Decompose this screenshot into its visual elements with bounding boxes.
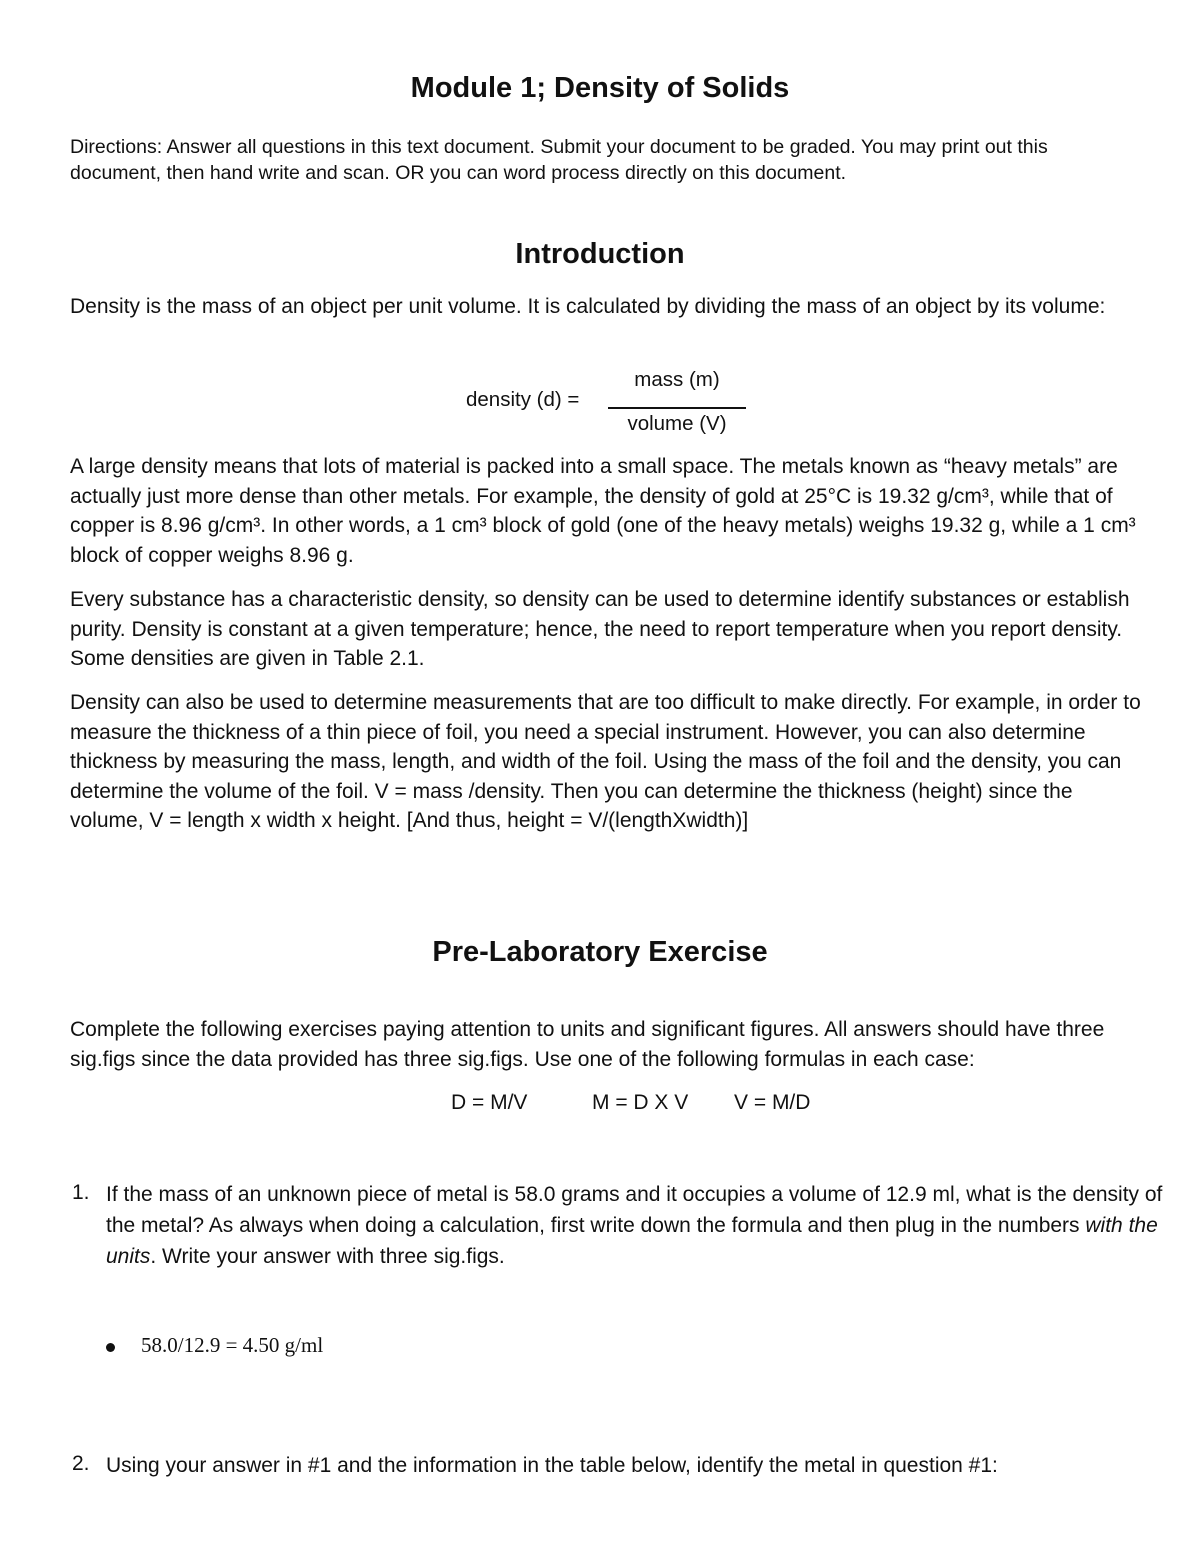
formula-volume: V = M/D bbox=[734, 1091, 811, 1114]
intro-paragraph-measurements: Density can also be used to determine measurements that are too difficult to make directly. For example, in order to measure the thickness of a thin piece of foil, you need a special instrument. However, you can also determine thickness by measuring the mass, length, and width of the foil. Using the mass of the foil and the density, you can determine the volume of the foil. V = mass /density. Then you can determine the thickness (height) since the volume, V = length x width x height. [And thus, height = V/(lengthXwidth)] bbox=[70, 691, 1141, 832]
density-formula-denominator: volume (V) bbox=[627, 412, 727, 435]
directions-text: Directions: Answer all questions in this text document. Submit your document to be graded. You may print out this document, then hand write and scan. OR you can word process directly on this document. bbox=[70, 136, 1048, 184]
prelab-instructions: Complete the following exercises paying attention to units and significant figures. All answers should have three sig.figs since the data provided has three sig.figs. Use one of the following formulas in each case: bbox=[70, 1018, 1105, 1071]
formula-density: D = M/V bbox=[451, 1091, 528, 1114]
density-formula-numerator: mass (m) bbox=[634, 368, 720, 391]
introduction-lead: Density is the mass of an object per unit volume. It is calculated by dividing the mass of an object by its volume: bbox=[70, 295, 1106, 318]
formula-mass: M = D X V bbox=[592, 1091, 689, 1114]
question-1-answer: 58.0/12.9 = 4.50 g/ml bbox=[141, 1333, 324, 1357]
question-2-number: 2. bbox=[72, 1452, 90, 1475]
question-2-text: Using your answer in #1 and the information in the table below, identify the metal in question #1: bbox=[106, 1454, 998, 1477]
answer-bullet bbox=[106, 1343, 115, 1352]
intro-paragraph-heavy-metals: A large density means that lots of material is packed into a small space. The metals known as “heavy metals” are actually just more dense than other metals. For example, the density of gold at 25°C is 19.32 g/cm³, while that of copper is 8.96 g/cm³. In other words, a 1 cm³ block of gold (one of the heavy metals) weighs 19.32 g, while a 1 cm³ block of copper weighs 8.96 g. bbox=[70, 455, 1136, 567]
fraction-bar bbox=[608, 407, 746, 409]
question-1-emphasis: with the units bbox=[106, 1214, 1158, 1268]
density-formula-lhs: density (d) = bbox=[466, 388, 580, 411]
question-1-number: 1. bbox=[72, 1181, 90, 1204]
question-1-text: If the mass of an unknown piece of metal is 58.0 grams and it occupies a volume of 12.9 ml, what is the density of the metal? As always when doing a calculation, first write down the formula and then plug in the numbers with the units. Write your answer with three sig.figs. bbox=[106, 1183, 1163, 1268]
introduction-heading: Introduction bbox=[515, 238, 685, 270]
prelab-heading: Pre-Laboratory Exercise bbox=[432, 936, 768, 968]
document-title: Module 1; Density of Solids bbox=[410, 72, 790, 104]
intro-paragraph-characteristic-density: Every substance has a characteristic density, so density can be used to determine identify substances or establish purity. Density is constant at a given temperature; hence, the need to report temperature when you report density. Some densities are given in Table 2.1. bbox=[70, 588, 1130, 670]
